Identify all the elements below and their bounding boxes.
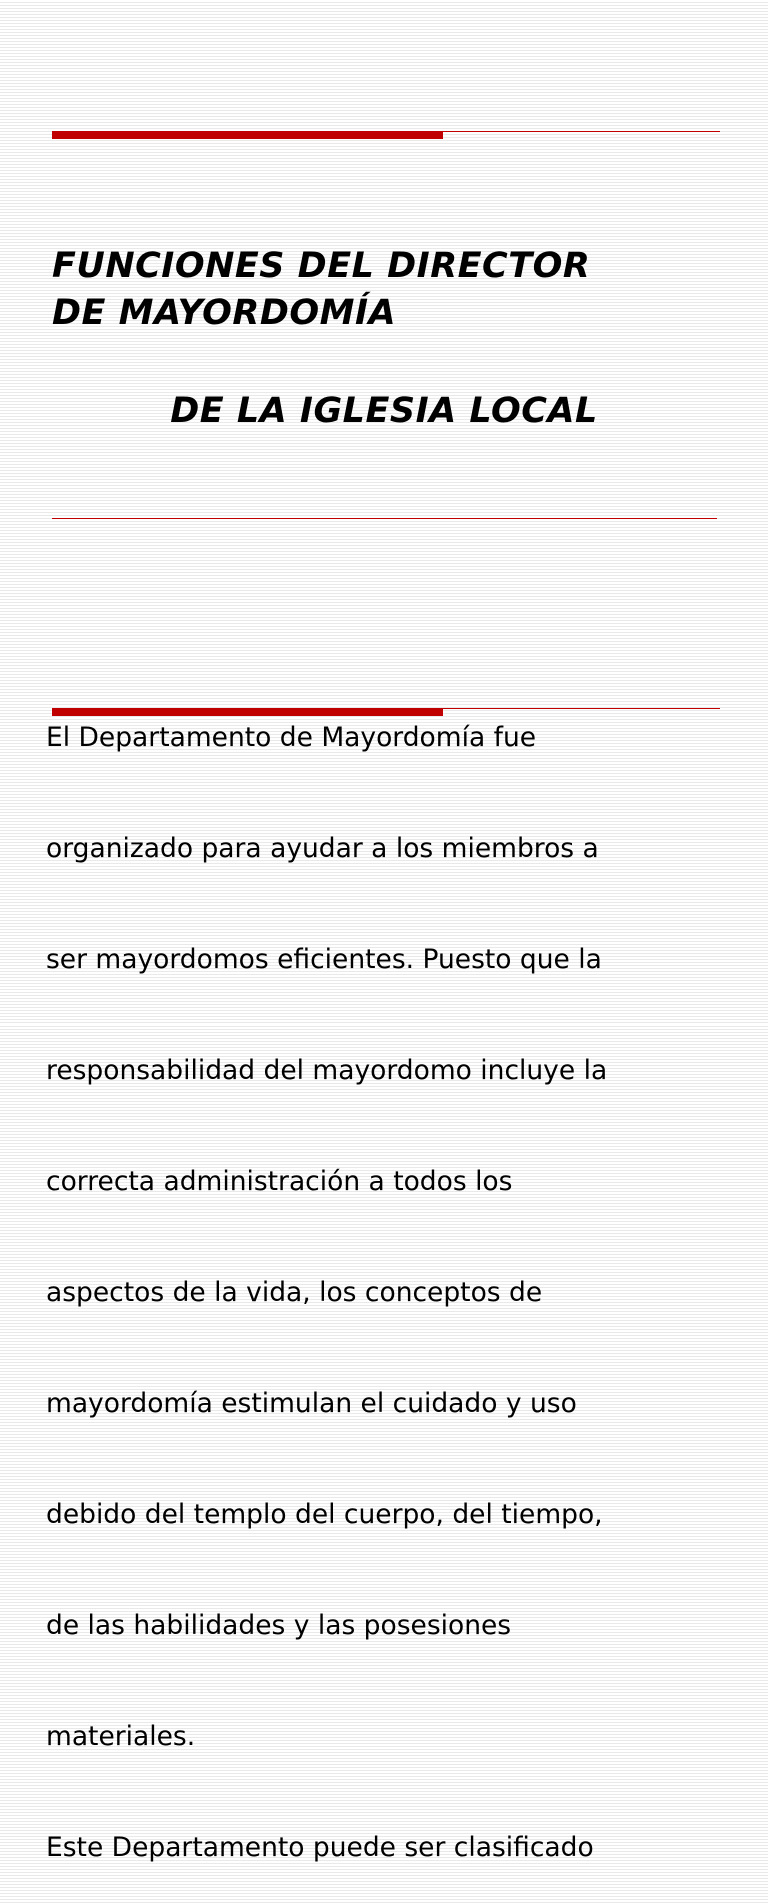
paragraph-line-11: Este Departamento puede ser clasificado (46, 1832, 594, 1863)
paragraph-line-7: mayordomía estimulan el cuidado y uso (46, 1388, 577, 1419)
paragraph-line-1: El Departamento de Mayordomía fue (46, 722, 537, 753)
red-accent-line-top (443, 131, 720, 132)
red-divider-line (52, 518, 717, 519)
page-title (52, 243, 752, 337)
paragraph-line-8: debido del templo del cuerpo, del tiempo, (46, 1499, 603, 1530)
paragraph-line-4: responsabilidad del mayordomo incluye la (46, 1055, 608, 1086)
paragraph-line-5: correcta administración a todos los (46, 1166, 513, 1197)
page-subtitle: DE LA IGLESIA LOCAL (170, 391, 598, 431)
title-line-1: FUNCIONES DEL DIRECTOR (52, 246, 591, 286)
red-accent-bar-top (52, 131, 443, 139)
paragraph-line-6: aspectos de la vida, los conceptos de (46, 1277, 543, 1308)
paragraph-line-2: organizado para ayudar a los miembros a (46, 833, 599, 864)
paragraph-line-9: de las habilidades y las posesiones (46, 1610, 512, 1641)
paragraph-line-10: materiales. (46, 1721, 196, 1752)
body-paragraph (46, 645, 751, 1903)
title-line-2: DE MAYORDOMÍA (52, 293, 397, 333)
slide-title (0, 0, 768, 512)
paragraph-line-3: ser mayordomos eficientes. Puesto que la (46, 944, 602, 975)
